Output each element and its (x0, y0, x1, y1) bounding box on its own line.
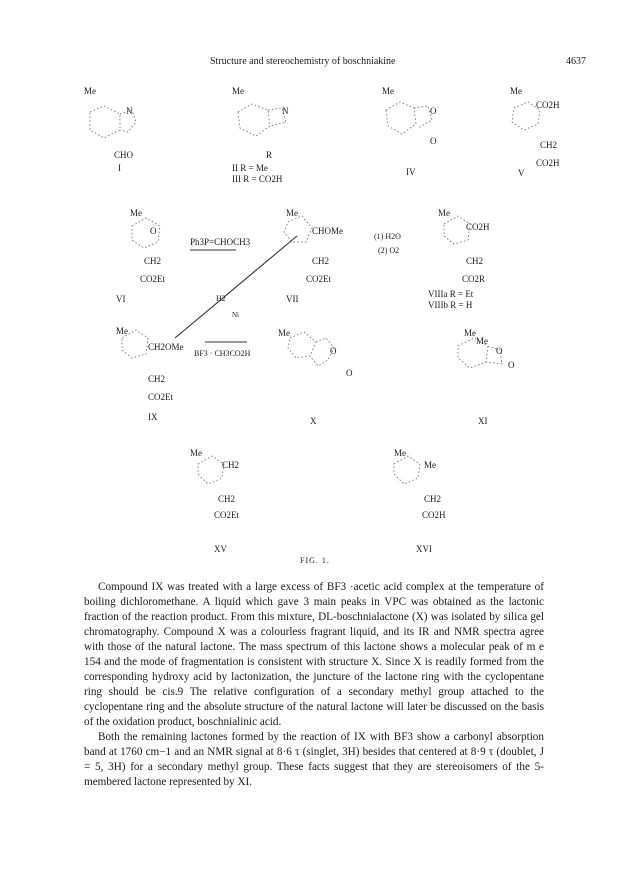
compound-number-VI: VI (116, 294, 126, 304)
reagent-ni: Ni (232, 311, 239, 319)
structure-bonds (0, 76, 624, 570)
reagent-hydrolysis-2: (2) O2 (378, 246, 400, 255)
ring-bonds-II (238, 104, 270, 136)
label-me-I: Me (84, 86, 96, 96)
paragraph-2: Both the remaining lactones formed by the reaction of IX with BF3 show a carbonyl absorption band at 1760 cm−1 and an NMR signal at 8·6 τ (singlet, 3H) besides that centered at 8·9 τ (doublet, J = 5, 3H) for a secondary methyl group. These facts suggest that they are stereoisomers of the 5-membered lactone represented by XI. (84, 731, 544, 788)
label-ch2-VIII: CH2 (466, 256, 484, 266)
paragraph-1: Compound IX was treated with a large excess of BF3 ·acetic acid complex at the temperature of boiling dichloromethane. A liquid which gave 3 main peaks in VPC was obtained as the lactonic fraction of the reaction product. From this mixture, DL-boschnialactone (X) was isolated by silica gel chromatography. Compound X was a colourless fragrant liquid, and its IR and NMR spectra agree with those of the natural lactone. The mass spectrum of this lactone shows a molecular peak of m e 154 and the mode of fragmentation is consistent with structure X. Since X is readily formed from the corresponding hydroxy acid by lactonization, the juncture of the lactone ring with the cyclopentane ring should be cis.9 The relative configuration of a secondary methyl group attached to the cyclopentane ring and the absolute structure of the natural lactone will later be discussed on the basis of the oxidation product, boschnialinic acid. (84, 581, 544, 728)
label-me-V: Me (510, 86, 522, 96)
running-title: Structure and stereochemistry of boschniakine (210, 56, 396, 67)
label-o2-XI: O (508, 360, 515, 370)
page-number: 4637 (566, 56, 586, 67)
reagent-hydrolysis-1: (1) H2O (374, 232, 401, 241)
label-o1-XI: O (496, 346, 503, 356)
label-ch2-VII: CH2 (312, 256, 330, 266)
label-n-I: N (126, 106, 133, 116)
label-me-X: Me (278, 328, 290, 338)
label-co2et-IX: CO2Et (148, 392, 174, 402)
label-me2-XVI: Me (424, 460, 436, 470)
compound-number-V: V (518, 168, 525, 178)
label-ch2-XVI: CH2 (424, 494, 442, 504)
label-n-II: N (282, 106, 289, 116)
label-co2h-a-V: CO2H (536, 100, 560, 110)
label-o-VI: O (150, 226, 157, 236)
ring-bonds-IV (386, 102, 416, 134)
label-me-VII: Me (286, 208, 298, 218)
label-me-VI: Me (130, 208, 142, 218)
label-me-VIII: Me (438, 208, 450, 218)
label-o2-IV: O (430, 136, 437, 146)
label-o1-IV: O (430, 106, 437, 116)
compound-number-XVI: XVI (416, 544, 432, 554)
label-o1-X: O (330, 346, 337, 356)
compound-number-VIIIa: VIIIa R = Et (428, 289, 474, 299)
compound-number-X: X (310, 416, 317, 426)
label-ch2ome-IX: CH2OMe (148, 342, 184, 352)
label-ch2-IX: CH2 (148, 374, 166, 384)
reagent-bf3: BF3 · CH3CO2H (194, 349, 251, 358)
ring-bonds-XVI (394, 456, 420, 484)
compound-number-IX: IX (148, 412, 158, 422)
label-me-XVI: Me (394, 448, 406, 458)
label-me-IX: Me (116, 326, 128, 336)
label-ch2b-XV: CH2 (218, 494, 236, 504)
ring-bonds-X (288, 332, 316, 358)
compound-number-VIIIb: VIIIb R = H (428, 300, 473, 310)
label-me2-XI: Me (476, 336, 488, 346)
compound-number-XV: XV (214, 544, 227, 554)
label-co2r-VIII: CO2R (462, 274, 486, 284)
label-co2et-VI: CO2Et (140, 274, 166, 284)
label-co2et-XV: CO2Et (214, 510, 240, 520)
ring-bonds-XV (198, 456, 224, 484)
label-ch2-V: CH2 (540, 140, 558, 150)
compound-number-III: III R = CO2H (232, 174, 283, 184)
figure-1 (0, 76, 624, 570)
compound-number-I: I (118, 163, 121, 173)
label-co2h-VIII: CO2H (466, 222, 490, 232)
label-co2h-XVI: CO2H (422, 510, 446, 520)
label-ch2-VI: CH2 (144, 256, 162, 266)
ring-bonds-VII (284, 216, 312, 242)
reagent-h2: H2 (216, 294, 226, 303)
label-me-XI: Me (464, 328, 476, 338)
hydrogenation-arrow-line (175, 236, 297, 338)
label-cho-I: CHO (114, 150, 134, 160)
ring-bonds-I (90, 106, 120, 138)
label-ch2a-XV: CH2 (222, 460, 240, 470)
compound-number-VII: VII (286, 294, 299, 304)
figure-caption: FIG. 1. (300, 556, 330, 565)
label-o2-X: O (346, 368, 353, 378)
label-co2h-b-V: CO2H (536, 158, 560, 168)
label-r-II: R (266, 150, 273, 160)
label-me-IV: Me (382, 86, 394, 96)
compound-number-IV: IV (406, 167, 416, 177)
label-me-XV: Me (190, 448, 202, 458)
label-me-II: Me (232, 86, 244, 96)
compound-number-XI: XI (478, 416, 488, 426)
body-text (84, 580, 544, 790)
reagent-wittig: Ph3P=CHOCH3 (190, 237, 251, 247)
label-chome-VII: CHOMe (312, 226, 343, 236)
label-co2et-VII: CO2Et (306, 274, 332, 284)
running-head (0, 56, 624, 72)
compound-number-II: II R = Me (232, 163, 268, 173)
